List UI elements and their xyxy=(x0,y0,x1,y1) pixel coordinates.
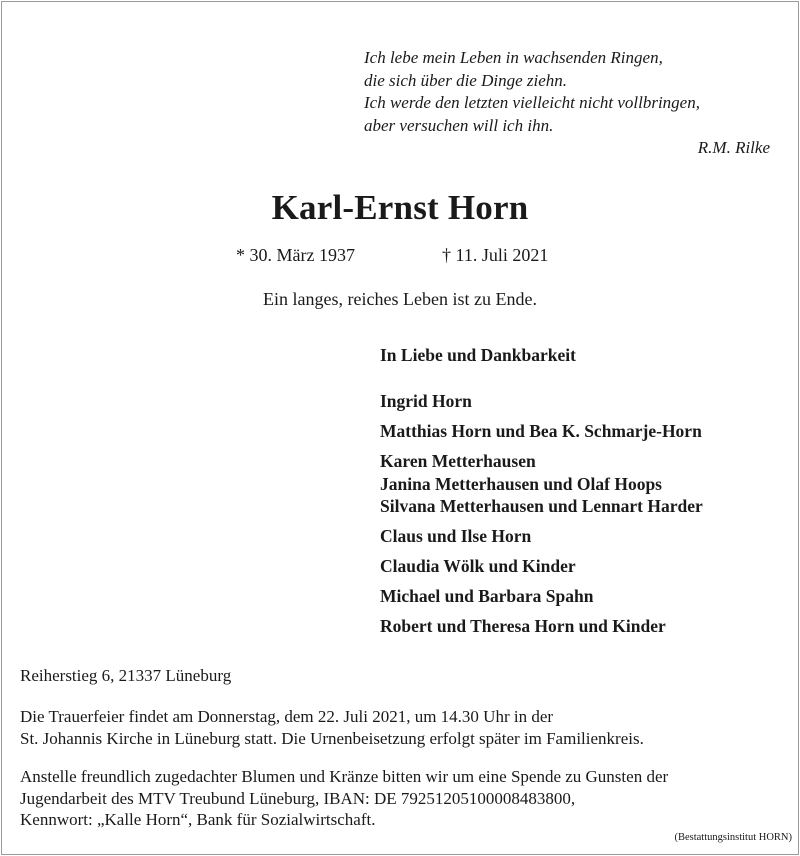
mourners-intro: In Liebe und Dankbarkeit xyxy=(380,345,576,365)
mourner-group xyxy=(380,585,703,608)
mourner-name: Silvana Metterhausen und Lennart Harder xyxy=(380,496,703,516)
address: Reiherstieg 6, 21337 Lüneburg xyxy=(20,666,232,685)
mourner-name: Robert und Theresa Horn und Kinder xyxy=(380,616,666,636)
mourner-name: Claudia Wölk und Kinder xyxy=(380,556,576,576)
mourner-name: Karen Metterhausen xyxy=(380,451,536,471)
birth-date: * 30. März 1937 xyxy=(236,245,355,265)
mourner-group xyxy=(380,525,703,548)
mourner-name: Matthias Horn und Bea K. Schmarje-Horn xyxy=(380,421,702,441)
poem-line: Ich werde den letzten vielleicht nicht vollbringen, xyxy=(364,93,700,112)
donation-info xyxy=(20,766,668,831)
tagline: Ein langes, reiches Leben ist zu Ende. xyxy=(263,289,537,309)
poem-line: aber versuchen will ich ihn. xyxy=(364,115,554,135)
ceremony-line: St. Johannis Kirche in Lüneburg statt. Die Urnenbeisetzung erfolgt später im Familienkreis. xyxy=(20,728,644,748)
mourner-group xyxy=(380,450,703,518)
mourner-name: Michael und Barbara Spahn xyxy=(380,586,594,606)
poem-block xyxy=(364,47,774,160)
mourners-block xyxy=(380,344,703,645)
poem-line: die sich über die Dinge ziehn. xyxy=(364,70,568,90)
mourner-name: Ingrid Horn xyxy=(380,391,472,411)
donation-line: Anstelle freundlich zugedachter Blumen und Kränze bitten wir um eine Spende zu Gunsten der xyxy=(20,767,669,786)
undertaker-credit: (Bestattungsinstitut HORN) xyxy=(674,832,792,843)
ceremony-line: Die Trauerfeier findet am Donnerstag, dem 22. Juli 2021, um 14.30 Uhr in der xyxy=(20,707,554,726)
death-date: † 11. Juli 2021 xyxy=(442,245,549,265)
mourner-name: Claus und Ilse Horn xyxy=(380,526,532,546)
ceremony-info xyxy=(20,706,644,749)
deceased-name: Karl-Ernst Horn xyxy=(271,188,529,227)
mourner-group xyxy=(380,390,703,413)
mourner-name: Janina Metterhausen und Olaf Hoops xyxy=(380,473,662,494)
mourner-group xyxy=(380,555,703,578)
poem-author: R.M. Rilke xyxy=(697,138,770,157)
donation-line: Jugendarbeit des MTV Treubund Lüneburg, IBAN: DE 79251205100008483800, xyxy=(20,788,576,808)
mourner-group xyxy=(380,615,703,638)
donation-line: Kennwort: „Kalle Horn“, Bank für Sozialwirtschaft. xyxy=(20,810,376,829)
mourner-group xyxy=(380,420,703,443)
poem-line: Ich lebe mein Leben in wachsenden Ringen, xyxy=(364,48,663,67)
